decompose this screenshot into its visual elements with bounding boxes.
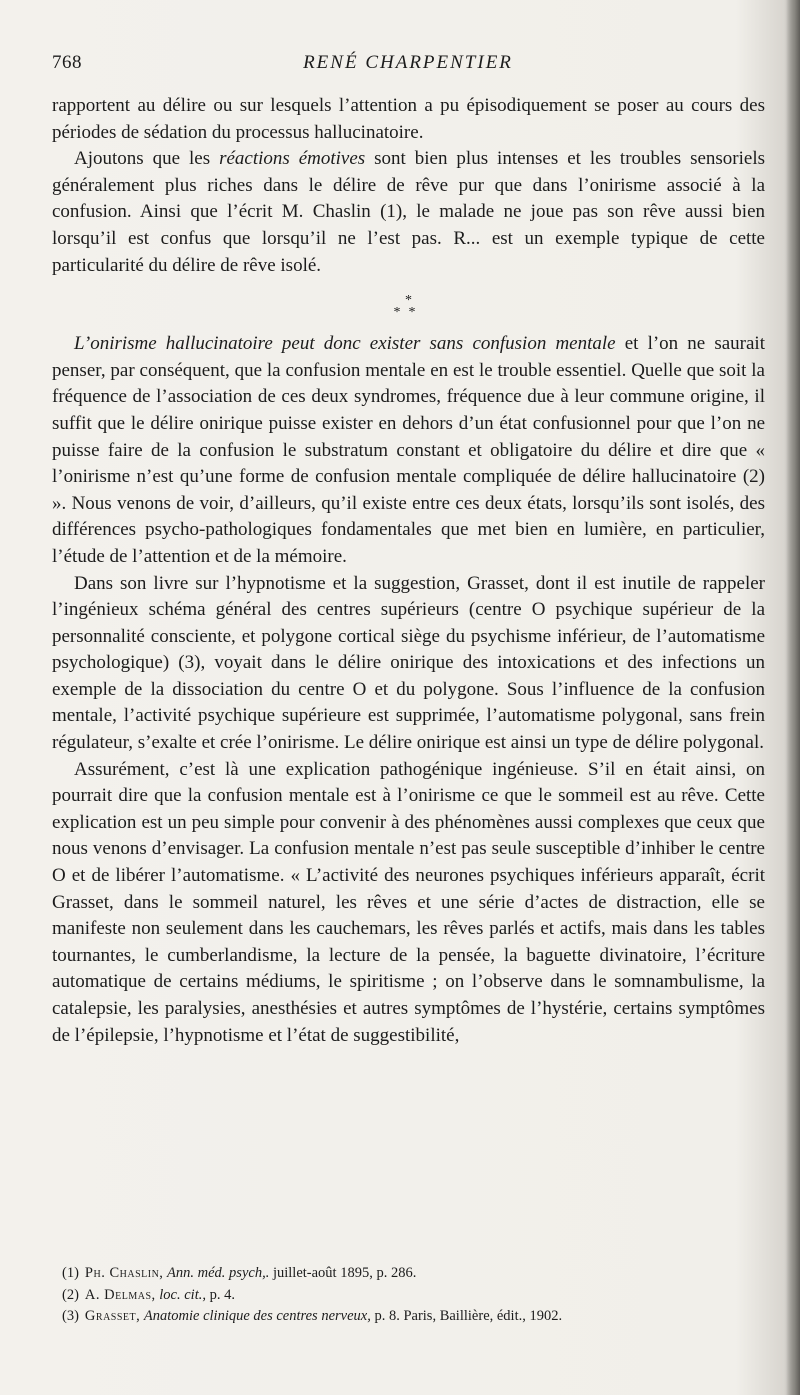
footnote-details: p. 4. <box>205 1286 235 1303</box>
paragraph-5: Assurément, c’est là une explication pathogénique ingénieuse. S’il en était ainsi, on pourrait dire que la confusion mentale est à l’onirisme ce que le sommeil est au rêve. Cette explication est un peu simple pour convenir à des phénomènes aussi complexes que ceux que nous venons d’envisager. La confusion mentale n’est pas seule susceptible d’inhiber le centre O et de libérer l’automatisme. « L’activité des neurones psychiques inférieurs apparaît, écrit Grasset, dans le sommeil naturel, les rêves et une série d’actes de distraction, elle se manifeste non seulement dans les cauchemars, les rêves parlés et actifs, mais dans les tables tournantes, le cumberlandisme, la lecture de la pensée, la baguette divinatoire, l’écriture automatique de certains médiums, le spiritisme ; on l’observe dans le somnambulisme, la catalepsie, les paralysies, anesthésies et autres symptômes de l’hystérie, certains symptômes de l’épilepsie, l’hypnotisme et l’état de suggestibilité, <box>52 758 765 1046</box>
page-header <box>52 52 764 82</box>
footnote-source: loc. cit., <box>159 1286 206 1303</box>
paragraph-2-emphasis: réactions émotives <box>219 148 366 170</box>
asterism-top: * <box>405 293 412 309</box>
footnotes <box>62 1263 762 1328</box>
paragraph-3 <box>52 331 765 570</box>
paragraph-2-part-a: Ajoutons que les <box>74 148 220 170</box>
footnote-number: (3) <box>62 1308 79 1324</box>
footnote-number: (2) <box>62 1286 79 1303</box>
section-asterism <box>52 279 765 331</box>
running-head: RENÉ CHARPENTIER <box>303 52 513 73</box>
footnote-details: juillet-août 1895, p. 286. <box>269 1265 417 1281</box>
footnote-source: Anatomie clinique des centres nerveux, <box>143 1308 371 1324</box>
paragraph-2 <box>52 146 765 279</box>
footnote-source: Ann. méd. psych,. <box>167 1265 270 1281</box>
footnote-author: A. Delmas, <box>84 1286 156 1303</box>
footnote-details: p. 8. Paris, Baillière, édit., 1902. <box>370 1308 563 1324</box>
footnote-2 <box>62 1285 762 1307</box>
footnote-number: (1) <box>62 1265 79 1281</box>
footnote-3 <box>62 1306 762 1328</box>
page-number: 768 <box>52 52 82 73</box>
paragraph-2-part-c: sont bien plus intenses et les troubles sensoriels généralement plus riches dans le délire de rêve pur que dans l’onirisme associé à la confusion. Ainsi que l’écrit M. Chaslin (1), le malade ne joue pas son rêve aussi bien lorsqu’il est confus que lorsqu’il ne l’est pas. R... est un exemple typique de cette particularité du délire de rêve isolé. <box>52 148 766 276</box>
footnote-1 <box>62 1263 762 1285</box>
footnote-author: Grasset, <box>84 1308 141 1324</box>
body-text <box>52 93 765 1049</box>
asterism-bottom: ** <box>393 305 424 321</box>
paragraph-3-rest: et l’on ne saurait penser, par conséquent, que la confusion mentale en est le trouble essentiel. Quelle que soit la fréquence de l’association de ces deux syndromes, fréquence due à leur commune origine, il suffit que le délire onirique puisse exister en dehors d’un état confusionnel pour que l’on ne puisse faire de la confusion le substratum constant et obligatoire du délire et dire que « l’onirisme n’est qu’une forme de confusion mentale compliquée de délire hallucinatoire (2) ». Nous venons de voir, d’ailleurs, qu’il existe entre ces deux états, lorsqu’ils sont isolés, des différences psycho-pathologiques fondamentales que met bien en lumière, en particulier, l’étude de l’attention et de la mémoire. <box>52 333 765 567</box>
paragraph-4: Dans son livre sur l’hypnotisme et la suggestion, Grasset, dont il est inutile de rappeler l’ingénieux schéma général des centres supérieurs (centre O psychique supérieur de la personnalité consciente, et polygone cortical siège du psychisme inférieur, de l’automatisme psychologique) (3), voyait dans le délire onirique des intoxications et des infections un exemple de la dissociation du centre O et du polygone. Sous l’influence de la confusion mentale, l’activité psychique supérieure est supprimée, l’automatisme polygonal, sans frein régulateur, s’exalte et crée l’onirisme. Le délire onirique est ainsi un type de délire polygonal. <box>52 572 765 754</box>
page-edge-shadow <box>786 0 800 1395</box>
paragraph-3-emphasis: L’onirisme hallucinatoire peut donc exister sans confusion mentale <box>74 333 616 355</box>
paragraph-1: rapportent au délire ou sur lesquels l’attention a pu épisodiquement se poser au cours des périodes de sédation du processus hallucinatoire. <box>52 95 765 143</box>
footnote-author: Ph. Chaslin, <box>84 1265 164 1281</box>
